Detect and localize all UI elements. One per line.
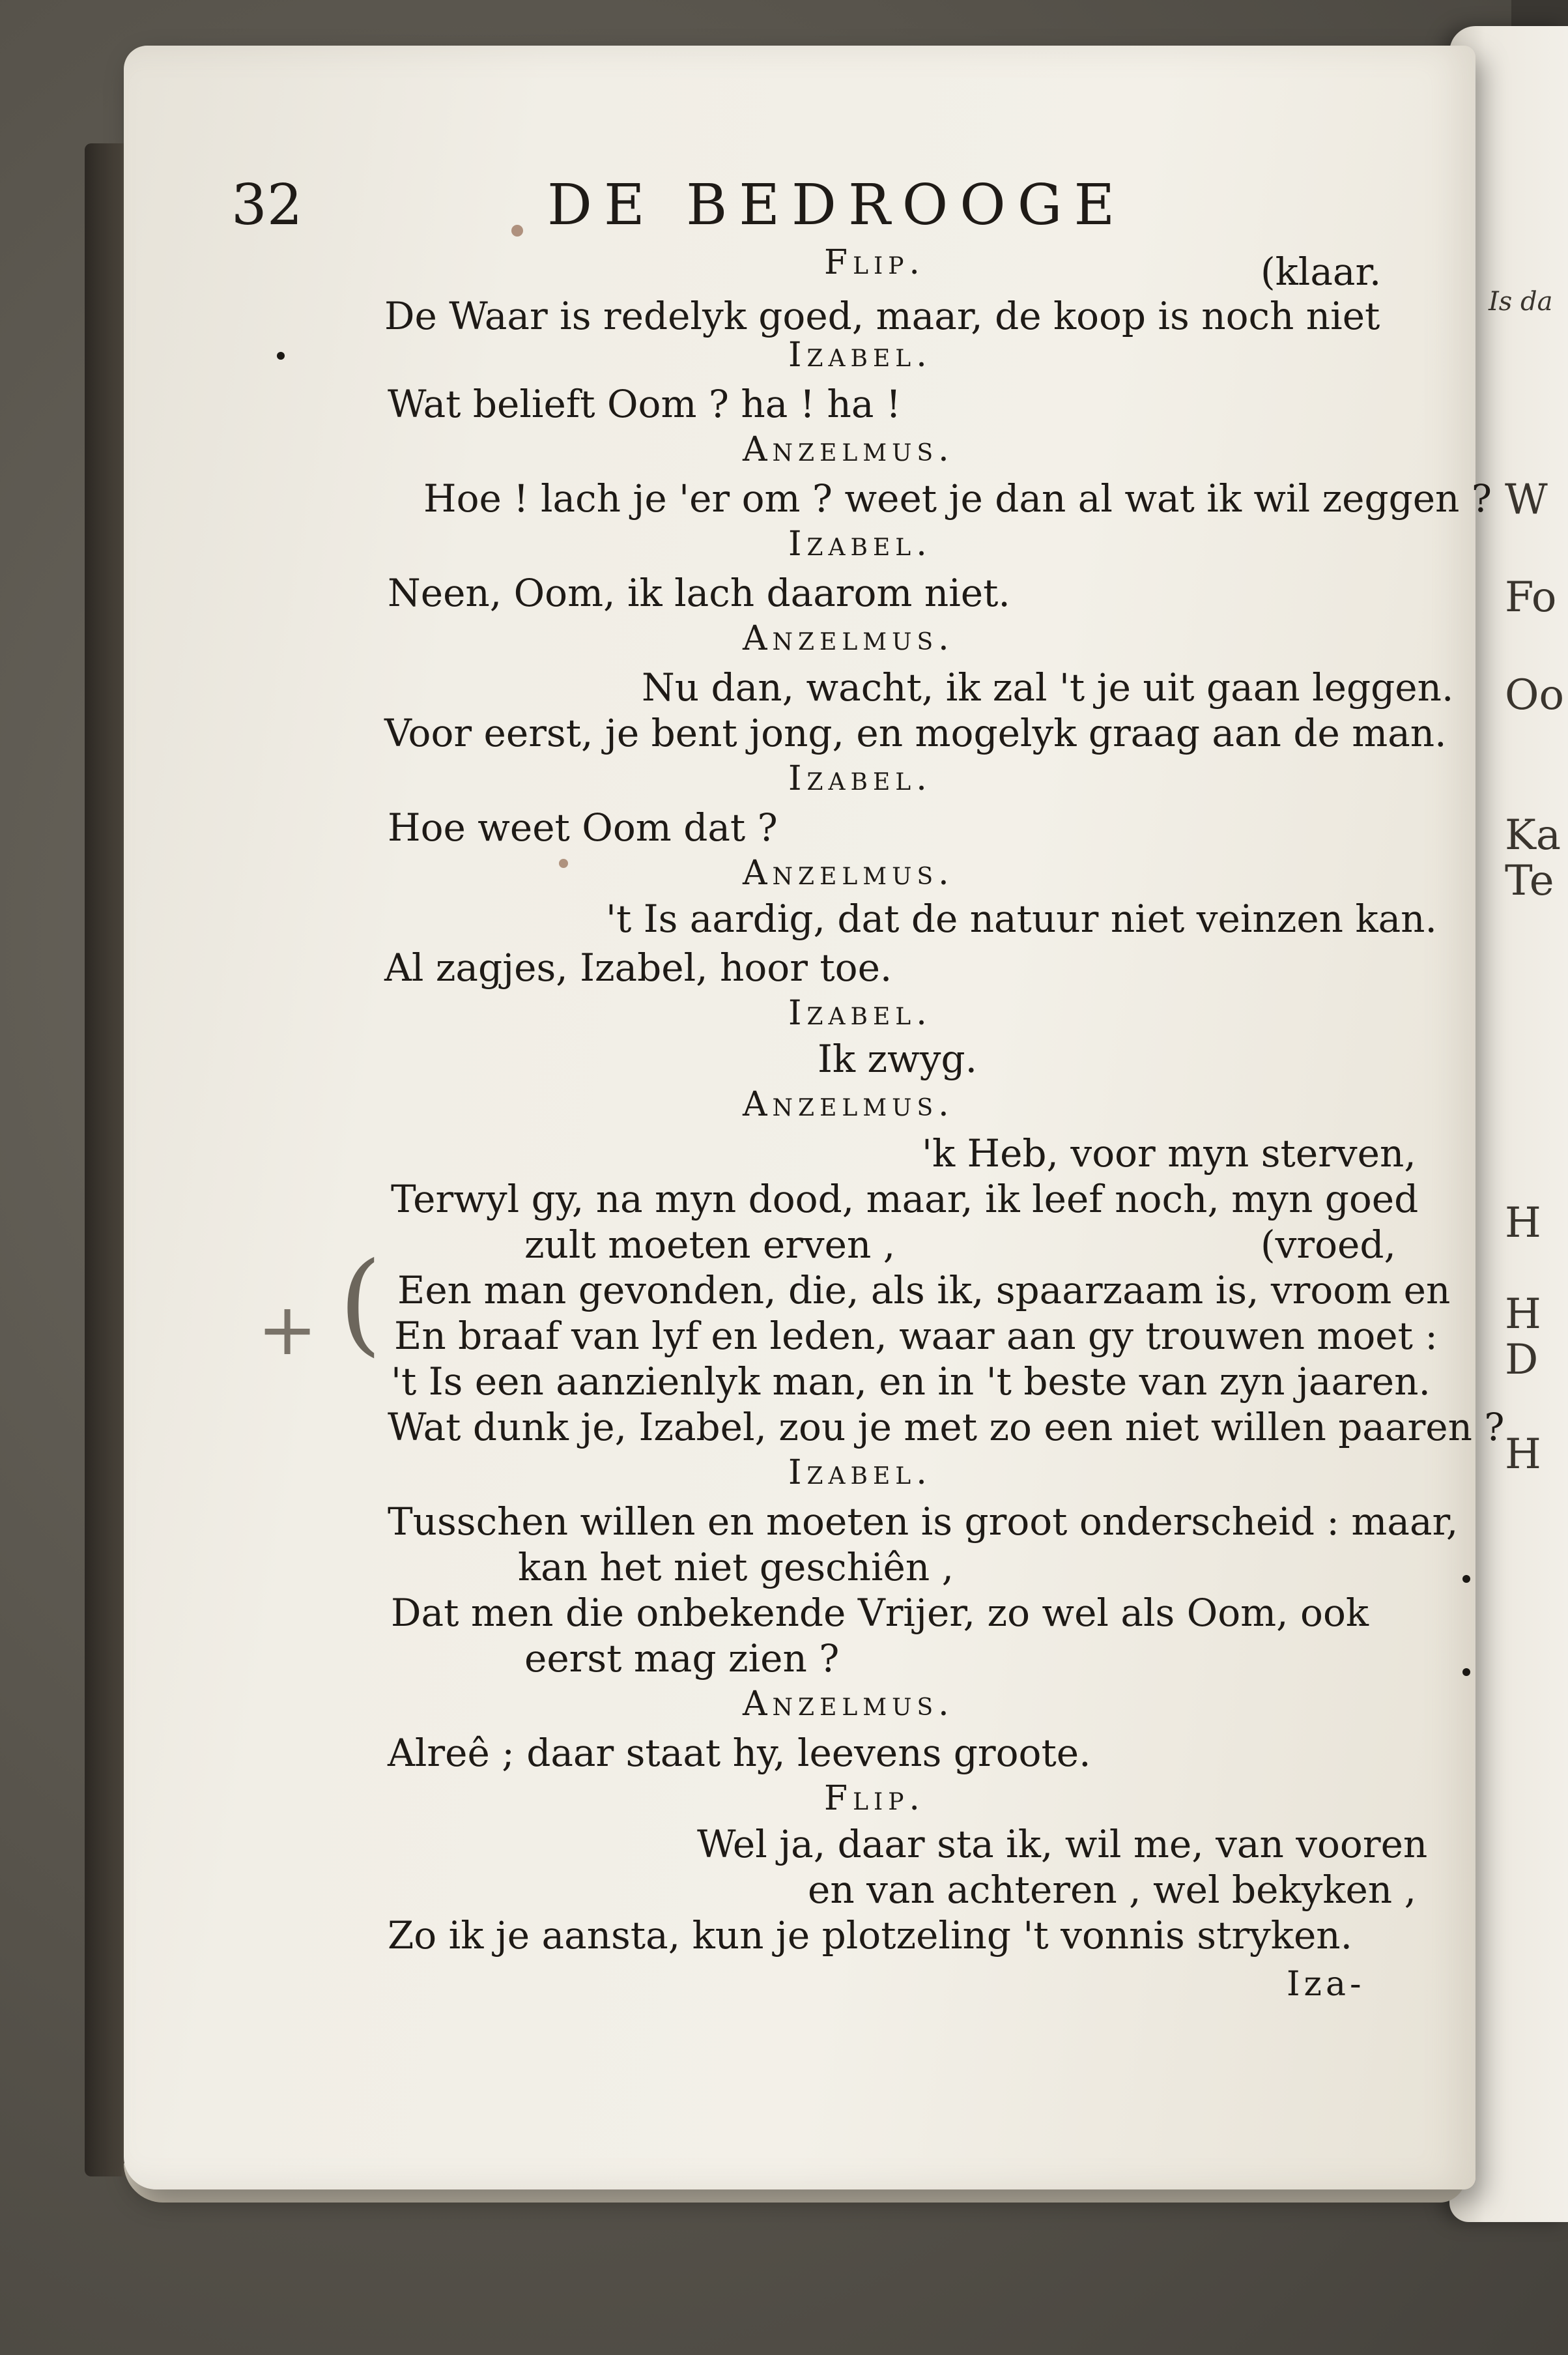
running-header: [231, 173, 1247, 238]
page-number: 32: [231, 173, 303, 238]
verse-line: Hoe weet Oom dat ?: [388, 805, 778, 850]
speaker-name: Izabel.: [788, 759, 932, 798]
facing-line: Fo: [1505, 573, 1557, 622]
facing-line: H: [1505, 1430, 1541, 1479]
facing-line: W: [1505, 476, 1548, 524]
verse-line: Wat dunk je, Izabel, zou je met zo een niet willen paaren ?: [388, 1405, 1505, 1449]
verse-line: 'k Heb, voor myn sterven,: [922, 1131, 1416, 1176]
verse-line: en van achteren , wel bekyken ,: [808, 1868, 1417, 1912]
verse-line: (vroed,: [1261, 1222, 1396, 1267]
facing-line: Te: [1505, 857, 1554, 905]
verse-line: Zo ik je aansta, kun je plotzeling 't vonnis stryken.: [388, 1913, 1353, 1958]
verse-line: Terwyl gy, na myn dood, maar, ik leef noch, myn goed: [391, 1177, 1419, 1221]
verse-line: kan het niet geschiên ,: [518, 1545, 954, 1589]
verse-line: Ik zwyg.: [818, 1037, 978, 1081]
facing-line: Is da: [1489, 287, 1553, 317]
speaker-name: Izabel.: [788, 336, 932, 375]
margin-cross-mark: +: [257, 1288, 318, 1371]
verse-line: Alreê ; daar staat hy, leevens groote.: [388, 1731, 1091, 1775]
verse-line: eerst mag zien ?: [524, 1636, 840, 1681]
speaker-name: Flip.: [824, 243, 925, 282]
verse-line: Hoe ! lach je 'er om ? weet je dan al wat ik wil zeggen ?: [423, 476, 1492, 521]
margin-dot-mark: [1462, 1668, 1470, 1676]
verse-line: Tusschen willen en moeten is groot onderscheid : maar,: [388, 1499, 1459, 1544]
verse-line: zult moeten erven ,: [524, 1222, 896, 1267]
verse-line: (klaar.: [1261, 250, 1382, 294]
margin-bracket-mark: (: [339, 1239, 382, 1368]
margin-dot-mark: [1462, 1575, 1470, 1583]
verse-line: Een man gevonden, die, als ik, spaarzaam is, vroom en: [397, 1268, 1451, 1312]
verse-line: 't Is een aanzienlyk man, en in 't beste van zyn jaaren.: [391, 1359, 1431, 1404]
speaker-name: Anzelmus.: [743, 430, 954, 469]
speaker-name: Anzelmus.: [743, 1684, 954, 1724]
verse-line: De Waar is redelyk goed, maar, de koop is noch niet: [384, 294, 1380, 338]
facing-line: Oo: [1505, 671, 1564, 719]
facing-line: Ka: [1505, 811, 1561, 860]
verse-line: En braaf van lyf en leden, waar aan gy trouwen moet :: [394, 1314, 1438, 1358]
verse-line: Wat belieft Oom ? ha ! ha !: [388, 382, 902, 426]
verse-line: Al zagjes, Izabel, hoor toe.: [384, 946, 892, 990]
speaker-name: Izabel.: [788, 525, 932, 564]
speaker-name: Flip.: [824, 1779, 925, 1818]
speaker-name: Izabel.: [788, 1453, 932, 1492]
facing-line: D: [1505, 1336, 1539, 1384]
verse-line: Dat men die onbekende Vrijer, zo wel als Oom, ook: [391, 1591, 1369, 1635]
verse-line: Nu dan, wacht, ik zal 't je uit gaan leggen.: [642, 665, 1454, 710]
facing-line: H: [1505, 1199, 1541, 1247]
verse-line: Neen, Oom, ik lach daarom niet.: [388, 571, 1010, 615]
ink-stain: [511, 225, 523, 237]
ink-stain: [559, 859, 568, 868]
verse-line: Wel ja, daar sta ik, wil me, van vooren: [697, 1822, 1428, 1866]
catchword: Iza-: [1287, 1965, 1365, 2004]
verse-line: Voor eerst, je bent jong, en mogelyk graag aan de man.: [384, 711, 1447, 755]
speaker-name: Anzelmus.: [743, 619, 954, 658]
verse-line: 't Is aardig, dat de natuur niet veinzen kan.: [606, 897, 1437, 941]
speaker-name: Anzelmus.: [743, 854, 954, 893]
running-head-title: DE BEDROOGE: [547, 173, 1127, 238]
speaker-name: Anzelmus.: [743, 1085, 954, 1124]
margin-dot-mark: [277, 352, 285, 360]
facing-line: H: [1505, 1290, 1541, 1338]
speaker-name: Izabel.: [788, 994, 932, 1033]
